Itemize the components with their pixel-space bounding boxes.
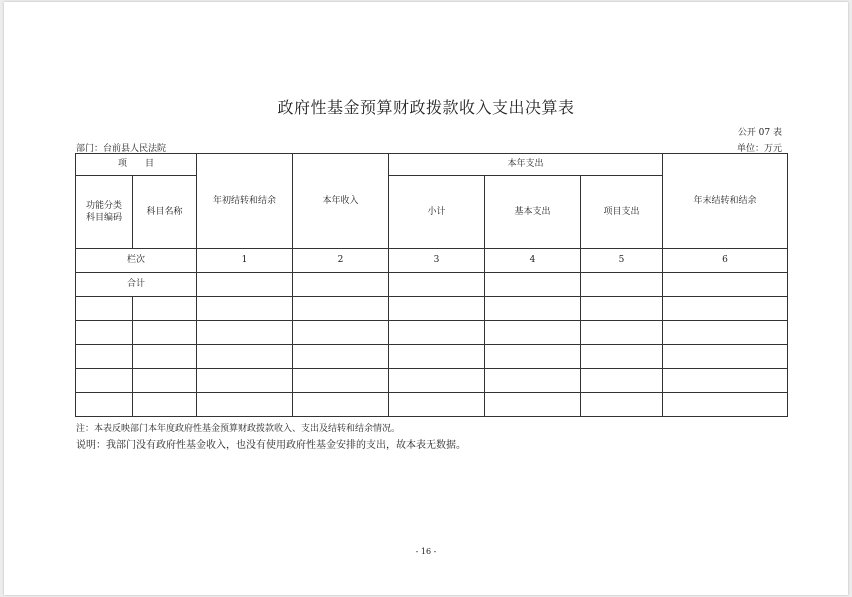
table-cell [76, 321, 133, 345]
column-number: 4 [485, 249, 581, 273]
fund-budget-table [75, 153, 788, 417]
table-cell [197, 297, 293, 321]
table-cell [389, 393, 485, 417]
column-label: 栏次 [76, 249, 197, 273]
table-cell [581, 273, 663, 297]
item-header: 项 目 [76, 154, 197, 176]
year-begin-header: 年初结转和结余 [197, 154, 293, 249]
table-cell [293, 369, 389, 393]
table-cell [663, 393, 788, 417]
income-header: 本年收入 [293, 154, 389, 249]
basic-expense-header: 基本支出 [485, 176, 581, 249]
table-cell [197, 345, 293, 369]
table-cell [197, 273, 293, 297]
table-cell [663, 321, 788, 345]
table-cell [663, 297, 788, 321]
table-cell [76, 297, 133, 321]
table-cell [133, 345, 197, 369]
func-code-header: 功能分类科目编码 [76, 176, 133, 249]
table-cell [485, 297, 581, 321]
table-cell [581, 393, 663, 417]
table-cell [133, 321, 197, 345]
table-cell [485, 369, 581, 393]
table-cell [293, 345, 389, 369]
table-cell [389, 321, 485, 345]
table-cell [663, 345, 788, 369]
table-row [76, 393, 788, 417]
page-number: - 16 - [415, 547, 437, 556]
table-cell [76, 369, 133, 393]
table-cell [485, 345, 581, 369]
table-cell [581, 345, 663, 369]
table-cell [485, 321, 581, 345]
table-cell [293, 297, 389, 321]
unit-label: 单位：万元 [736, 144, 782, 154]
column-number: 6 [663, 249, 788, 273]
table-cell [133, 393, 197, 417]
column-number: 3 [389, 249, 485, 273]
table-cell [133, 369, 197, 393]
table-cell [389, 345, 485, 369]
year-end-header: 年末结转和结余 [663, 154, 788, 249]
table-cell [581, 321, 663, 345]
table-cell [133, 297, 197, 321]
table-cell [485, 393, 581, 417]
table-cell [389, 297, 485, 321]
table-cell [581, 297, 663, 321]
table-row [76, 321, 788, 345]
table-cell [197, 369, 293, 393]
table-cell [389, 273, 485, 297]
table-cell [197, 393, 293, 417]
table-explanation: 说明：我部门没有政府性基金收入，也没有使用政府性基金安排的支出，故本表无数据。 [76, 440, 466, 451]
table-cell [485, 273, 581, 297]
table-cell [581, 369, 663, 393]
expense-group-header: 本年支出 [389, 154, 663, 176]
total-label: 合计 [76, 273, 197, 297]
department-label: 部门：台前县人民法院 [76, 144, 167, 154]
subject-name-header: 科目名称 [133, 176, 197, 249]
table-cell [389, 369, 485, 393]
table-note: 注：本表反映部门本年度政府性基金预算财政拨款收入、支出及结转和结余情况。 [76, 424, 401, 434]
table-cell [293, 393, 389, 417]
table-cell [197, 321, 293, 345]
total-row [76, 273, 788, 297]
table-row [76, 345, 788, 369]
table-cell [663, 369, 788, 393]
column-number: 1 [197, 249, 293, 273]
project-expense-header: 项目支出 [581, 176, 663, 249]
table-row [76, 297, 788, 321]
table-cell [293, 273, 389, 297]
table-cell [663, 273, 788, 297]
table-cell [293, 321, 389, 345]
table-cell [76, 345, 133, 369]
column-number: 5 [581, 249, 663, 273]
page-title: 政府性基金预算财政拨款收入支出决算表 [277, 98, 575, 117]
table-cell [76, 393, 133, 417]
form-code: 公开 07 表 [737, 128, 782, 138]
column-number: 2 [293, 249, 389, 273]
subtotal-header: 小计 [389, 176, 485, 249]
document-page [4, 2, 848, 595]
table-row [76, 369, 788, 393]
